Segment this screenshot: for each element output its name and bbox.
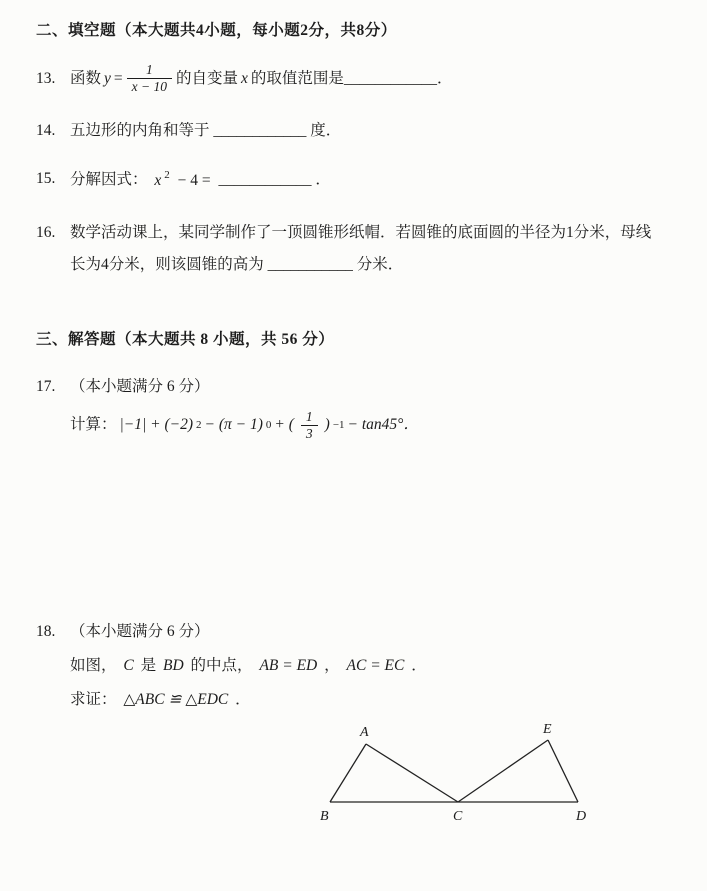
q13-text-after: 的取值范围是 — [250, 69, 344, 87]
q15-text-before: 分解因式： — [70, 171, 148, 189]
vertex-label-E: E — [543, 722, 552, 738]
segment-CE — [458, 740, 548, 802]
q17-subtitle: （本小题满分 6 分） — [70, 377, 210, 395]
question-17 — [36, 375, 677, 442]
question-16 — [36, 221, 677, 277]
q17-frac-denominator: 3 — [305, 425, 313, 441]
q18-subtitle: （本小题满分 6 分） — [70, 622, 210, 640]
question-13 — [36, 62, 677, 95]
q15-answer-blank: ____________ — [218, 171, 312, 189]
q13-eq: = — [113, 69, 123, 87]
q18-t3: 的中点， — [190, 657, 253, 674]
q17-sup3: −1 — [332, 418, 345, 431]
vertex-label-A: A — [360, 725, 369, 741]
q16-line2 — [70, 253, 677, 277]
q13-frac-denominator: x − 10 — [131, 79, 168, 95]
q17-formula-part5: − tan45°． — [347, 416, 419, 434]
q15-exponent: 2 — [164, 169, 170, 182]
q18-t5: ． — [411, 657, 427, 674]
q17-formula-part4: ) — [324, 416, 330, 434]
q14-body — [70, 119, 677, 143]
q16-line1: 数学活动课上，某同学制作了一顶圆锥形纸帽．若圆锥的底面圆的半径为1分米，母线 — [70, 223, 652, 241]
q13-text-mid: 的自变量 — [176, 69, 239, 87]
q15-var-x: x — [154, 171, 162, 189]
triangles-svg — [314, 722, 604, 826]
vertex-label-C: C — [453, 809, 463, 825]
q17-formula — [70, 409, 677, 442]
q17-fraction — [301, 409, 318, 442]
q16-number: 16. — [36, 223, 56, 241]
vertex-label-B: B — [320, 809, 329, 825]
q13-fraction — [127, 62, 172, 95]
q13-var-x: x — [241, 69, 248, 87]
q14-text-before: 五边形的内角和等于 — [70, 122, 210, 140]
q17-calc-label: 计算： — [70, 416, 117, 434]
q18-given-line — [70, 654, 677, 678]
q14-number: 14. — [36, 122, 56, 140]
question-14 — [36, 119, 677, 143]
vertex-label-D: D — [576, 809, 587, 825]
q18-t4: ， — [324, 657, 340, 674]
q15-period: ． — [315, 171, 331, 189]
q15-body — [70, 167, 677, 192]
q13-period: ． — [436, 69, 453, 87]
q15-rest: − 4 = — [177, 171, 211, 189]
q17-sup1: 2 — [196, 418, 202, 431]
q18-t1: 如图， — [70, 657, 117, 674]
q13-answer-blank: ____________ — [343, 69, 437, 87]
q13-frac-numerator: 1 — [127, 62, 172, 79]
q13-var-y: y — [104, 69, 111, 87]
q13-number: 13. — [36, 69, 56, 87]
segment-ED — [548, 740, 578, 802]
q17-sup2: 0 — [265, 418, 272, 431]
q17-formula-part2: − (π − 1) — [204, 416, 263, 434]
q18-v1: C — [123, 657, 134, 674]
q18-body — [70, 620, 677, 712]
q14-answer-blank: ____________ — [213, 122, 307, 140]
q18-t2: 是 — [140, 657, 157, 674]
question-15 — [36, 167, 677, 192]
q17-frac-numerator: 1 — [301, 409, 318, 426]
q16-line2-before: 长为4分米，则该圆锥的高为 — [70, 255, 264, 273]
question-18 — [36, 620, 677, 712]
q18-prove-line — [70, 688, 677, 712]
q16-line2-after: 分米． — [356, 255, 404, 273]
q15-number: 15. — [36, 170, 56, 188]
geometry-figure — [314, 722, 677, 831]
q18-m2: AC = EC — [346, 657, 405, 674]
segment-BA — [330, 744, 366, 802]
q16-answer-blank: ___________ — [267, 255, 353, 273]
q17-body — [70, 375, 677, 442]
q18-number: 18. — [36, 622, 56, 640]
q16-body — [70, 221, 677, 277]
q18-prove-math: △ABC ≌ △EDC — [123, 691, 229, 709]
q17-formula-part1: |−1| + (−2) — [119, 416, 193, 434]
q18-prove-period: ． — [235, 691, 251, 709]
segment-AC — [366, 744, 458, 802]
q17-formula-part3: + ( — [274, 416, 294, 434]
q13-body — [70, 62, 677, 95]
q18-prove-label: 求证： — [70, 691, 117, 709]
section-solve-header: 三、解答题（本大题共 8 小题，共 56 分） — [36, 330, 335, 348]
q13-text-before: 函数 — [70, 69, 102, 87]
q14-text-after: 度． — [310, 122, 342, 140]
q17-number: 17. — [36, 377, 56, 395]
q18-m1: AB = ED — [259, 657, 318, 674]
q18-v2: BD — [163, 657, 184, 674]
section-fill-header: 二、填空题（本大题共4小题，每小题2分，共8分） — [36, 22, 397, 39]
